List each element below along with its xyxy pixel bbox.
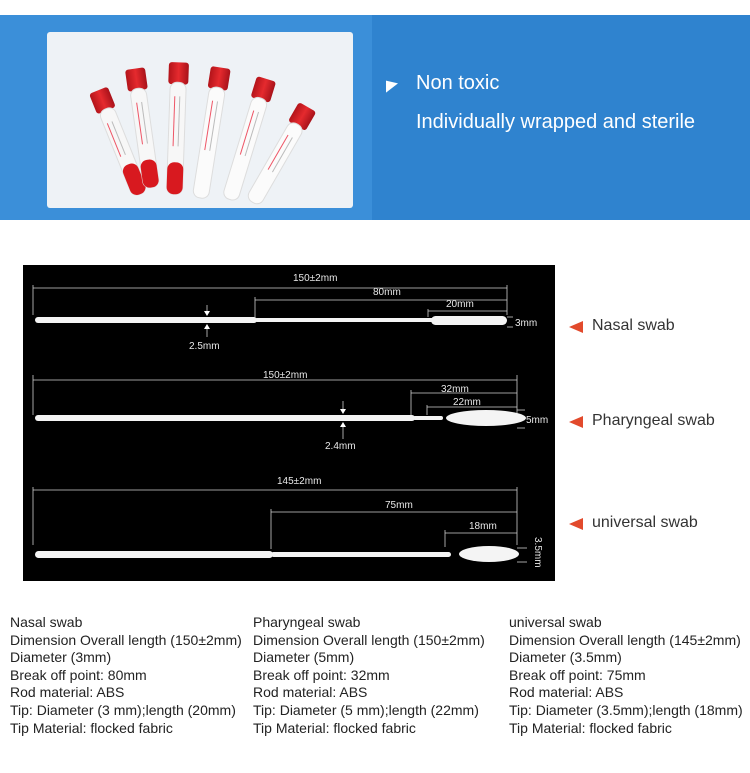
- universal-overall-dim: 145±2mm: [277, 476, 322, 487]
- nasal-tip-dia-dim: 3mm: [515, 318, 538, 329]
- universal-tip-length-dim: 18mm: [469, 521, 497, 532]
- nasal-tip-length-dim: 20mm: [446, 299, 474, 310]
- tube-4: [190, 66, 230, 200]
- spec-line: Dimension Overall length (150±2mm): [10, 631, 242, 648]
- spec-line: Tip: Diameter (3 mm);length (20mm): [10, 701, 236, 718]
- nasal-overall-dim: 150±2mm: [293, 273, 338, 284]
- pharyngeal-rod-dim: 2.4mm: [325, 441, 356, 452]
- nasal-arrow-icon: [569, 321, 583, 333]
- product-banner: [0, 15, 750, 220]
- spec-line: Tip Material: flocked fabric: [253, 719, 416, 736]
- spec-line: Rod material: ABS: [253, 684, 368, 701]
- tubes-illustration: [47, 32, 353, 208]
- nasal-swab-label: Nasal swab: [592, 317, 675, 334]
- spec-line: Rod material: ABS: [10, 684, 125, 701]
- spec-line: Dimension Overall length (145±2mm): [509, 631, 741, 648]
- spec-line: Tip Material: flocked fabric: [10, 719, 173, 736]
- spec-line: Diameter (5mm): [253, 649, 355, 666]
- feature-sterile: Individually wrapped and sterile: [416, 111, 696, 133]
- spec-line: Rod material: ABS: [509, 684, 624, 701]
- swab-shapes: [35, 316, 526, 562]
- tube-3: [164, 62, 189, 195]
- spec-title: Nasal swab: [10, 614, 83, 630]
- feature-bullet-icon: [386, 77, 398, 92]
- universal-swab-label: universal swab: [592, 514, 698, 531]
- blood-tubes-photo: [47, 32, 353, 208]
- spec-line: Tip: Diameter (5 mm);length (22mm): [253, 701, 479, 718]
- pharyngeal-overall-dim: 150±2mm: [263, 370, 308, 381]
- banner-photo-panel: [0, 15, 372, 220]
- feature-non-toxic: Non toxic: [416, 72, 500, 94]
- spec-line: Break off point: 32mm: [253, 666, 390, 683]
- universal-spec-column: [509, 614, 743, 737]
- spec-line: Dimension Overall length (150±2mm): [253, 631, 485, 648]
- nasal-spec-column: [10, 614, 242, 737]
- universal-arrow-icon: [569, 518, 583, 530]
- pharyngeal-swab-label: Pharyngeal swab: [592, 412, 715, 429]
- pharyngeal-tip-dia-dim: 5mm: [526, 415, 549, 426]
- pharyngeal-arrow-icon: [569, 416, 583, 428]
- spec-title: universal swab: [509, 614, 602, 630]
- pharyngeal-spec-column: [253, 614, 485, 737]
- spec-line: Tip: Diameter (3.5mm);length (18mm): [509, 701, 743, 718]
- swab-drawing: [23, 265, 555, 581]
- swab-dimension-diagram: [23, 265, 555, 581]
- spec-line: Tip Material: flocked fabric: [509, 719, 672, 736]
- nasal-rod-dim: 2.5mm: [189, 341, 220, 352]
- spec-line: Break off point: 75mm: [509, 666, 646, 683]
- pharyngeal-break-dim: 32mm: [441, 384, 469, 395]
- spec-line: Diameter (3.5mm): [509, 649, 622, 666]
- pharyngeal-tip-length-dim: 22mm: [453, 397, 481, 408]
- universal-tip-dia-dim: 3.5mm: [532, 537, 543, 568]
- spec-line: Break off point: 80mm: [10, 666, 147, 683]
- spec-line: Diameter (3mm): [10, 649, 112, 666]
- nasal-break-dim: 80mm: [373, 287, 401, 298]
- universal-break-dim: 75mm: [385, 500, 413, 511]
- spec-title: Pharyngeal swab: [253, 614, 361, 630]
